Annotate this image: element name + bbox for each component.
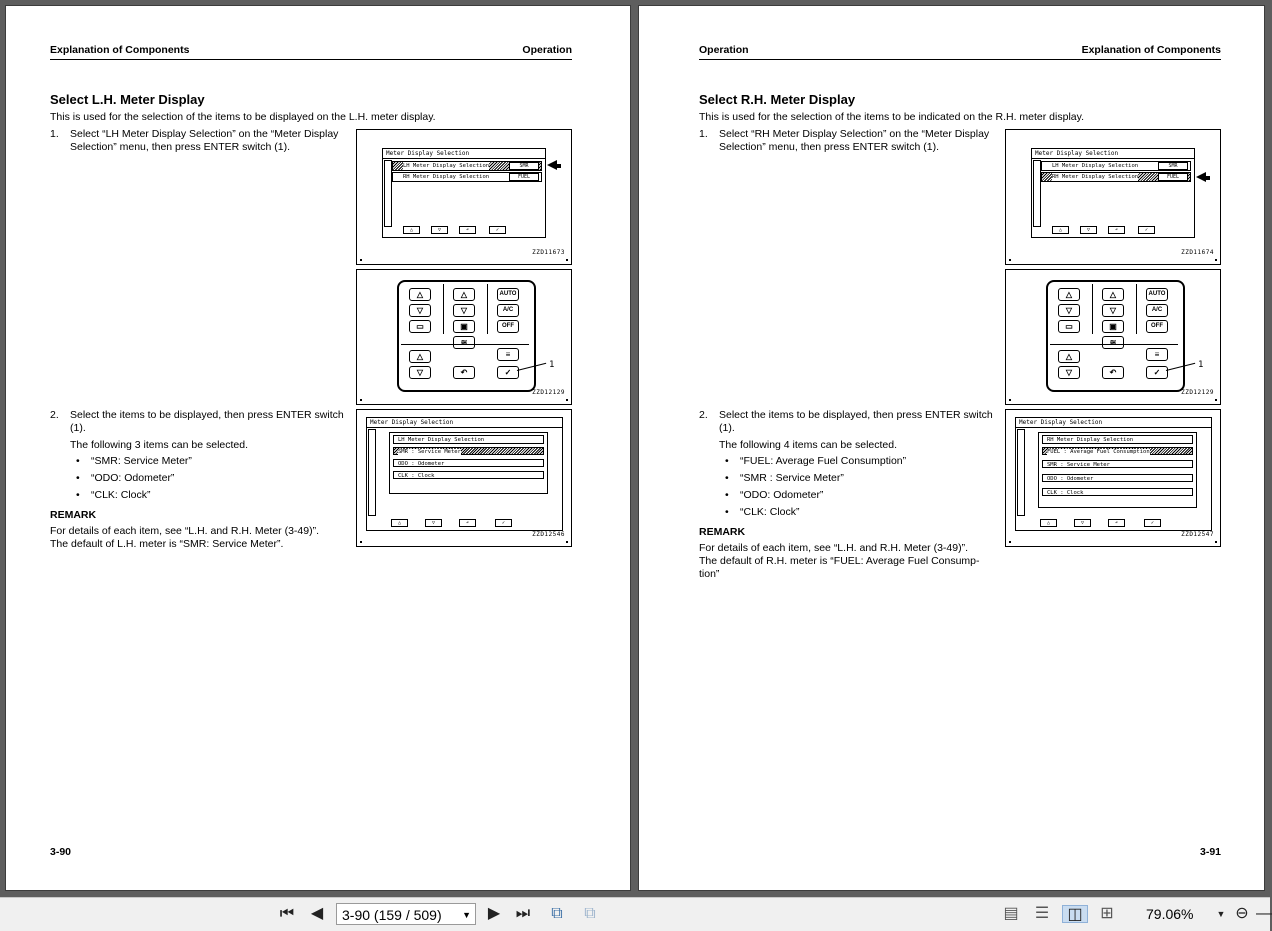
zoom-dropdown-icon[interactable]: ▼ [1216, 909, 1226, 919]
list-item: CLK : Clock [1042, 488, 1193, 496]
step-number: 1. [699, 128, 708, 140]
left-page: Explanation of Components Operation Select L.H. Meter Display This is used for the selection of the items to be displayed on the L.H. meter display. 1. Select “LH Meter Display Selection” on the “Meter Display Selection” menu, then press ENTER switch (1). 2. Select the items to be displayed, then press ENTER switch (1). The following 3 items can be selected. • “SMR: Service Meter” • “ODO: Odometer” • “CLK: Clock” REMARK For details of each item, see “L.H. and R.H. Meter (3-49)”. The default of L.H. meter is “SMR: Service Meter”. 3-90 Meter Display Selection LH Meter Display Selection SMR RH Meter Display Selection FUEL △ ▽ ↶ ✓ ZZD11673 △ ▽ ▭ △ ▽ ▣ ≋ AUTO A/C OFF △ ▽ ↶ ≡ ✓ 1 ZZD12129 Meter Display Selection LH Meter Display Selection SMR : Service Meter ODO : Odometer CLK : Clock △ ▽ ↶ ✓ ZZD12546 [5, 5, 631, 891]
header-left: Explanation of Components [50, 44, 190, 56]
prev-page-icon[interactable]: ◀ [310, 905, 324, 922]
go-back-view-icon[interactable]: ⧉ [551, 905, 563, 922]
page-number: 3-90 [50, 846, 72, 858]
page-header [50, 44, 572, 60]
chevron-down-icon[interactable]: ▼ [462, 910, 471, 920]
screen-display: Meter Display Selection LH Meter Display Selection SMR : Service Meter ODO : Odometer CLK : Clock △ ▽ ↶ ✓ [366, 417, 563, 531]
row-rh-meter: RH Meter Display Selection FUEL [1041, 172, 1191, 182]
callout-1: 1 [1198, 360, 1204, 370]
step-number: 1. [50, 128, 59, 140]
items-count-text: The following 3 items can be selected. [70, 439, 249, 451]
remark-text: For details of each item, see “L.H. and R.H. Meter (3-49)”. The default of L.H. meter is “SMR: Service Meter”. [50, 525, 320, 550]
page-number-input[interactable]: 3-90 (159 / 509) ▼ [336, 903, 476, 925]
right-page: Operation Explanation of Components Select R.H. Meter Display This is used for the selection of the items to be indicated on the R.H. meter display. 1. Select “RH Meter Display Selection” on the “Meter Display Selection” menu, then press ENTER switch (1). 2. Select the items to be displayed, then press ENTER switch (1). The following 4 items can be selected. • “FUEL: Average Fuel Consumption” • “SMR : Service Meter” • “ODO: Odometer” • “CLK: Clock” REMARK For details of each item, see “L.H. and R.H. Meter (3-49)”. The default of R.H. meter is “FUEL: Average Fuel Consump- tion” 3-91 Meter Display Selection LH Meter Display Selection SMR RH Meter Display Selection FUEL △ ▽ ↶ ✓ ZZD11674 △ ▽ ▭ △ ▽ ▣ ≋ AUTO A/C OFF △ ▽ ↶ ≡ ✓ 1 ZZD12129 Meter Display Selection RH Meter Display Selection FUEL : Average Fuel Consumption SMR : Service Meter ODO : Odometer CLK : Clock △ ▽ ↶ ✓ ZZD12547 [638, 5, 1265, 891]
go-forward-view-icon[interactable]: ⧉ [584, 905, 596, 922]
intro-text: This is used for the selection of the items to be indicated on the R.H. meter display. [699, 111, 1084, 123]
step-text: Select the items to be displayed, then press ENTER switch (1). [719, 409, 993, 434]
remark-text: For details of each item, see “L.H. and R.H. Meter (3-49)”. The default of R.H. meter is “FUEL: Average Fuel Consump- tion” [699, 542, 980, 580]
section-title: Select L.H. Meter Display [50, 92, 205, 107]
step-number: 2. [699, 409, 708, 421]
switch-panel: △ ▽ ▭ △ ▽ ▣ ≋ AUTO A/C OFF △ ▽ ↶ ≡ ✓ [1046, 280, 1185, 392]
step-number: 2. [50, 409, 59, 421]
figure-keypad: △ ▽ ▭ △ ▽ ▣ ≋ AUTO A/C OFF △ ▽ ↶ ≡ ✓ 1 ZZD12129 [1005, 269, 1221, 405]
intro-text: This is used for the selection of the items to be displayed on the L.H. meter display. [50, 111, 436, 123]
figure-keypad: △ ▽ ▭ △ ▽ ▣ ≋ AUTO A/C OFF △ ▽ ↶ ≡ ✓ 1 ZZD12129 [356, 269, 572, 405]
list-item: FUEL : Average Fuel Consumption [1042, 447, 1193, 455]
dropdown-list: RH Meter Display Selection FUEL : Average Fuel Consumption SMR : Service Meter ODO : Odometer CLK : Clock [1038, 432, 1197, 508]
figure-meter-selection: Meter Display Selection LH Meter Display Selection SMR RH Meter Display Selection FUEL △ ▽ ↶ ✓ ZZD11673 [356, 129, 572, 265]
step-text: Select “RH Meter Display Selection” on the “Meter Display Selection” menu, then press ENTER switch (1). [719, 128, 990, 153]
row-lh-meter: LH Meter Display Selection SMR [392, 161, 542, 171]
zoom-level[interactable]: 79.06% [1146, 906, 1194, 922]
enter-switch: ✓ [497, 366, 519, 379]
screen-display: Meter Display Selection LH Meter Display Selection SMR RH Meter Display Selection FUEL △ ▽ ↶ ✓ [382, 148, 546, 238]
remark-label: REMARK [50, 509, 97, 521]
page-number: 3-91 [1199, 846, 1221, 858]
two-page-continuous-icon[interactable]: ⊞ [1100, 905, 1114, 922]
zoom-in-icon[interactable]: — [1256, 905, 1272, 922]
dropdown-list: LH Meter Display Selection SMR : Service Meter ODO : Odometer CLK : Clock [389, 432, 548, 494]
list-item: SMR : Service Meter [1042, 460, 1193, 468]
list-item: SMR : Service Meter [393, 447, 544, 455]
switch-panel: △ ▽ ▭ △ ▽ ▣ ≋ AUTO A/C OFF △ ▽ ↶ ≡ ✓ [397, 280, 536, 392]
section-title: Select R.H. Meter Display [699, 92, 856, 107]
figure-meter-selection: Meter Display Selection LH Meter Display Selection SMR RH Meter Display Selection FUEL △ ▽ ↶ ✓ ZZD11674 [1005, 129, 1221, 265]
callout-1: 1 [549, 360, 555, 370]
zoom-out-icon[interactable]: ⊖ [1235, 905, 1249, 922]
list-item: ODO : Odometer [1042, 474, 1193, 482]
header-right: Operation [522, 44, 572, 56]
remark-label: REMARK [699, 526, 746, 538]
figure-item-selection: Meter Display Selection LH Meter Display Selection SMR : Service Meter ODO : Odometer CLK : Clock △ ▽ ↶ ✓ ZZD12546 [356, 409, 572, 547]
screen-display: Meter Display Selection RH Meter Display Selection FUEL : Average Fuel Consumption SMR : Service Meter ODO : Odometer CLK : Clock △ ▽ ↶ ✓ [1015, 417, 1212, 531]
single-page-view-icon[interactable]: ▤ [1003, 905, 1019, 922]
page-header [699, 44, 1221, 60]
list-item: ODO : Odometer [393, 459, 544, 467]
step-text: Select the items to be displayed, then press ENTER switch (1). [70, 409, 344, 434]
header-left: Operation [699, 44, 749, 56]
figure-item-selection: Meter Display Selection RH Meter Display Selection FUEL : Average Fuel Consumption SMR : Service Meter ODO : Odometer CLK : Clock △ ▽ ↶ ✓ ZZD12547 [1005, 409, 1221, 547]
items-count-text: The following 4 items can be selected. [719, 439, 898, 451]
step-text: Select “LH Meter Display Selection” on the “Meter Display Selection” menu, then press ENTER switch (1). [70, 128, 339, 153]
screen-display: Meter Display Selection LH Meter Display Selection SMR RH Meter Display Selection FUEL △ ▽ ↶ ✓ [1031, 148, 1195, 238]
viewer-toolbar [0, 897, 1270, 931]
row-lh-meter: LH Meter Display Selection SMR [1041, 161, 1191, 171]
two-page-view-icon[interactable]: ◫ [1062, 905, 1088, 923]
last-page-icon[interactable]: ⏭ [515, 905, 531, 922]
row-rh-meter: RH Meter Display Selection FUEL [392, 172, 542, 182]
continuous-view-icon[interactable]: ☰ [1034, 905, 1050, 922]
next-page-icon[interactable]: ▶ [487, 905, 501, 922]
list-item: CLK : Clock [393, 471, 544, 479]
header-right: Explanation of Components [1081, 44, 1221, 56]
enter-switch: ✓ [1146, 366, 1168, 379]
first-page-icon[interactable]: ⏮ [279, 905, 295, 922]
